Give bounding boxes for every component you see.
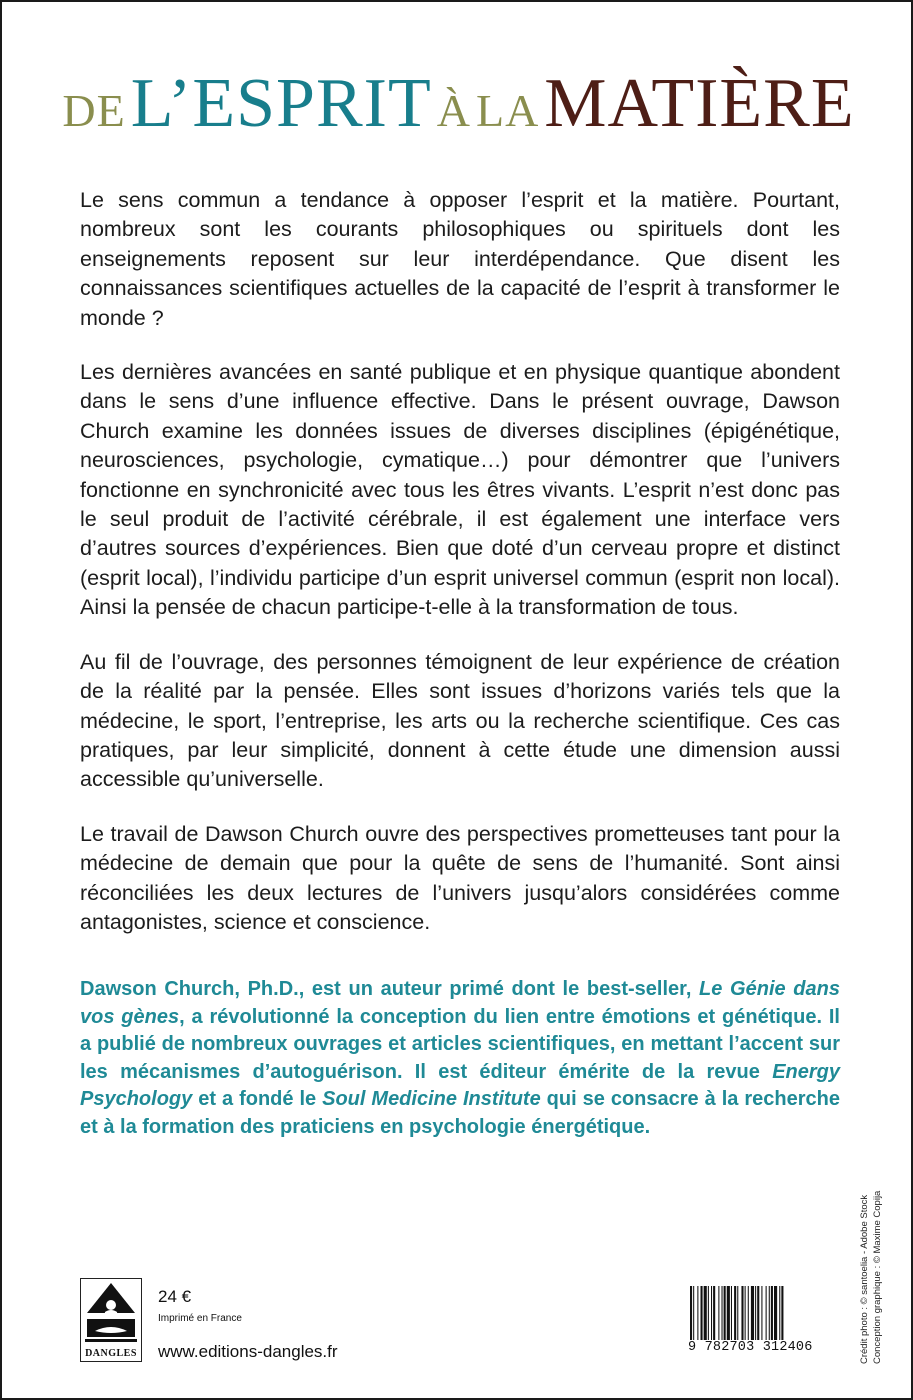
publisher-website: www.editions-dangles.fr [158,1342,338,1361]
title-word-matiere: MATIÈRE [544,65,855,142]
barcode-bar [690,1286,692,1342]
isbn-number: 9 782703 312406 [688,1340,842,1355]
bio-text-2: , a révolutionné la conception du lien entre émotions et génétique. Il a publié de nombreux ouvrages et articles scientifiques, en mettant l’accent sur les mécanismes d’autoguérison. Il est éditeur émérite de la revue [80,1005,840,1083]
barcode-bar [713,1286,715,1342]
barcode-bar [724,1286,726,1342]
barcode-bar [766,1286,767,1342]
publisher-logo-text: DANGLES [85,1348,137,1359]
barcode-bar [757,1286,759,1342]
blurb-paragraph-1: Le sens commun a tendance à opposer l’esprit et la matière. Pourtant, nombreux sont les courants philosophiques ou spirituels dont les enseignements reposent sur leur interdépendance. Que disent les connaissances scientifiques actuelles de la capacité de l’esprit à transformer le monde ? [80,188,840,330]
bio-text-1: , Ph.D., est un auteur primé dont le best-seller, [234,978,700,1000]
barcode-bar [727,1286,730,1342]
price: 24 € [158,1287,192,1306]
barcode-bar [734,1286,736,1342]
printed-in: Imprimé en France [158,1313,242,1324]
title-word-a: À [436,85,471,136]
image-credits [858,1191,884,1364]
blurb-paragraph-4: Le travail de Dawson Church ouvre des perspectives prometteuses tant pour la médecine de demain que pour la quête de sens de l’humanité. Sont ainsi réconciliées les deux lectures de l’univers jusqu’alors considérées comme antagonistes, science et conscience. [80,821,840,934]
book-title [2,64,913,144]
meditating-figure-icon [81,1279,141,1349]
barcode-bar [741,1286,743,1342]
barcode-bar [718,1286,719,1342]
design-credit: Conception graphique : © Maxime Copija [872,1190,883,1364]
bio-text-3: et a fondé le [192,1088,323,1110]
blurb-text [80,186,840,962]
barcode-bar [745,1286,746,1342]
barcode-bar [731,1286,732,1342]
barcode-bar [693,1286,694,1342]
bio-text-4: qui se consacre à la recherche et à la formation des praticiens en psychologie énergétique. [80,1088,840,1138]
title-word-la: LA [475,85,540,136]
bio-journal-title: Energy Psychology [80,1060,840,1110]
title-word-esprit: L’ESPRIT [130,65,432,142]
barcode-bar [722,1286,723,1342]
barcode-bar [708,1286,709,1342]
blurb-paragraph-2: Les dernières avancées en santé publique et en physique quantique abondent dans le sens d’une influence effective. Dans le présent ouvrage, Dawson Church examine les données issues de diverses disciplines (épigénétique, neurosciences, psychologie, cymatique…) pour démontrer que l’univers fonctionne en synchronicité avec tous les êtres vivants. L’esprit n’est donc pas le seul produit de l’activité cérébrale, il est également une interface vers d’autres sources d’expériences. Bien que doté d’un cerveau propre et distinct (esprit local), l’individu participe d’un esprit universel commun (esprit non local). Ainsi la pensée de chacun participe-t-elle à la transformation de tous. [80,360,840,620]
barcode-bar [737,1286,738,1342]
barcode-bar [771,1286,773,1342]
barcode-bar [697,1286,698,1342]
bio-institute-name: Soul Medicine Institute [322,1088,541,1110]
barcode-bar [769,1286,770,1342]
photo-credit: Crédit photo : © santoelia - Adobe Stock [859,1194,870,1364]
author-bio [80,976,840,1141]
title-word-de: DE [62,85,126,136]
barcode-bar [704,1286,707,1342]
barcode-bar [701,1286,703,1342]
bio-book-title: Le Génie dans vos gènes [80,978,840,1028]
publisher-logo [80,1278,142,1362]
barcode-bar [779,1286,780,1342]
blurb-paragraph-3: Au fil de l’ouvrage, des personnes témoignent de leur expérience de création de la réalité par la pensée. Elles sont issues d’horizons variés tels que la médecine, le sport, l’entreprise, les arts ou la recherche scientifique. Ces cas pratiques, par leur simplicité, donnent à cette étude une dimension aussi accessible qu’universelle. [80,649,840,792]
barcode-bar [748,1286,749,1342]
barcode-bar [755,1286,756,1342]
author-name: Dawson Church [80,978,235,1000]
barcode-bar [774,1286,777,1342]
barcode-bar [751,1286,754,1342]
barcode-bar [711,1286,712,1342]
barcode-bar [761,1286,762,1342]
barcode-bars [688,1286,838,1342]
barcode-bar [781,1286,783,1342]
